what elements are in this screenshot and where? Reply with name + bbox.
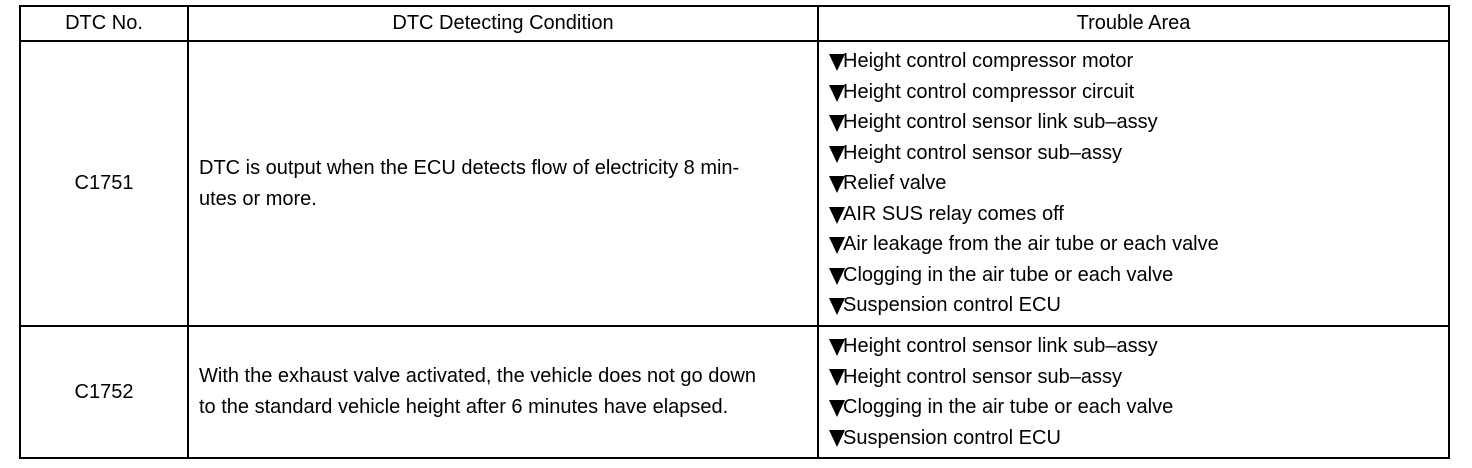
list-item — [829, 46, 1448, 77]
table-row — [20, 326, 1449, 458]
trouble-area-text: Relief valve — [843, 172, 947, 195]
trouble-area-text: Height control compressor circuit — [843, 80, 1135, 103]
down-triangle-icon — [829, 430, 845, 447]
header-dtc-no: DTC No. — [20, 6, 188, 41]
down-triangle-icon — [829, 339, 845, 356]
down-triangle-icon — [829, 146, 845, 163]
dtc-table — [19, 5, 1450, 459]
list-item — [829, 199, 1448, 230]
list-item — [829, 77, 1448, 108]
trouble-area-text: Height control sensor sub–assy — [843, 141, 1123, 164]
list-item — [829, 107, 1448, 138]
trouble-area-cell — [818, 41, 1449, 326]
trouble-area-text: AIR SUS relay comes off — [843, 202, 1064, 225]
dtc-code: C1752 — [20, 326, 188, 458]
list-item — [829, 168, 1448, 199]
list-item — [829, 290, 1448, 321]
down-triangle-icon — [829, 268, 845, 285]
condition-line: utes or more. — [199, 187, 317, 210]
list-item — [829, 423, 1448, 454]
trouble-area-cell — [818, 326, 1449, 458]
down-triangle-icon — [829, 115, 845, 132]
down-triangle-icon — [829, 400, 845, 417]
down-triangle-icon — [829, 207, 845, 224]
trouble-area-text: Clogging in the air tube or each valve — [843, 396, 1174, 418]
trouble-area-text: Suspension control ECU — [843, 294, 1061, 317]
list-item — [829, 138, 1448, 169]
down-triangle-icon — [829, 54, 845, 71]
trouble-area-text: Air leakage from the air tube or each valve — [843, 233, 1219, 256]
condition-line: to the standard vehicle height after 6 minutes have elapsed. — [199, 396, 729, 418]
trouble-area-text: Height control sensor link sub–assy — [843, 111, 1158, 134]
trouble-area-text: Height control sensor sub–assy — [843, 365, 1123, 388]
down-triangle-icon — [829, 85, 845, 102]
list-item — [829, 260, 1448, 291]
table-row — [20, 41, 1449, 326]
down-triangle-icon — [829, 237, 845, 254]
trouble-area-list — [829, 331, 1448, 453]
down-triangle-icon — [829, 369, 845, 386]
list-item — [829, 229, 1448, 260]
trouble-area-text: Clogging in the air tube or each valve — [843, 263, 1174, 286]
trouble-area-text: Height control sensor link sub–assy — [843, 335, 1158, 357]
dtc-code: C1751 — [20, 41, 188, 326]
detecting-condition — [188, 41, 818, 326]
header-row — [20, 6, 1449, 41]
list-item — [829, 362, 1448, 393]
trouble-area-text: Suspension control ECU — [843, 426, 1061, 449]
condition-line: With the exhaust valve activated, the vehicle does not go down — [199, 365, 757, 387]
header-trouble-area: Trouble Area — [818, 6, 1449, 41]
header-condition: DTC Detecting Condition — [188, 6, 818, 41]
trouble-area-list — [829, 46, 1448, 321]
down-triangle-icon — [829, 176, 845, 193]
list-item — [829, 392, 1448, 423]
trouble-area-text: Height control compressor motor — [843, 50, 1134, 73]
condition-line: DTC is output when the ECU detects flow of electricity 8 min- — [199, 156, 740, 179]
list-item — [829, 331, 1448, 362]
down-triangle-icon — [829, 298, 845, 315]
detecting-condition — [188, 326, 818, 458]
